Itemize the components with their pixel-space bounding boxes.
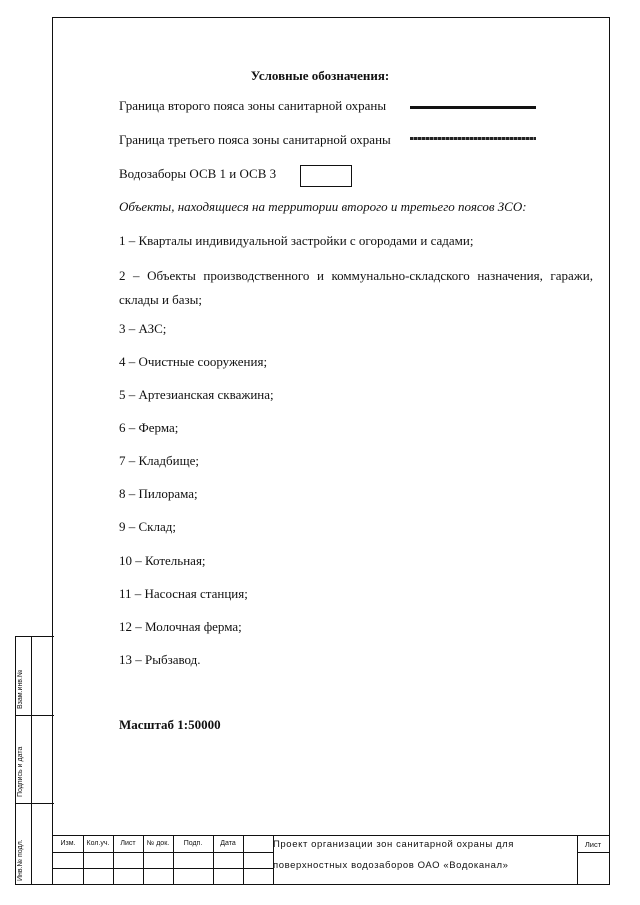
list-item: 5 – Артезианская скважина;	[119, 387, 274, 402]
title-block	[52, 835, 610, 885]
list-item: 2 – Объекты производственного и коммунально-складского назначения, гаражи, склады и базы;	[119, 268, 593, 307]
col-kol-uch: Кол.уч.	[86, 840, 110, 847]
col-doc-no: № док.	[146, 840, 170, 847]
scale-label: Масштаб 1:50000	[119, 717, 221, 732]
zone3-line-symbol	[410, 137, 536, 140]
list-item: 11 – Насосная станция;	[119, 586, 248, 601]
list-item: 1 – Кварталы индивидуальной застройки с огородами и садами;	[119, 233, 474, 248]
inv-orig-label: Инв.№ подл.	[17, 839, 24, 881]
inv-exchange-label: Взам.инв.№	[17, 669, 24, 709]
col-sign: Подп.	[183, 840, 203, 847]
list-item: 13 – Рыбзавод.	[119, 652, 201, 667]
sheet-label: Лист	[584, 840, 602, 849]
col-izm: Изм.	[60, 840, 76, 847]
legend-intakes-label: Водозаборы ОСВ 1 и ОСВ 3	[119, 166, 277, 181]
sign-date-label: Подпись и дата	[17, 746, 24, 797]
zone2-line-symbol	[410, 106, 536, 109]
intake-box-symbol	[300, 165, 352, 187]
list-item: 8 – Пилорама;	[119, 486, 198, 501]
list-item: 12 – Молочная ферма;	[119, 619, 242, 634]
document-title-line-1: Проект организации зон санитарной охраны для	[273, 839, 515, 850]
document-title-line-2: поверхностных водозаборов ОАО «Водоканал»	[273, 860, 509, 871]
list-item: 3 – АЗС;	[119, 321, 167, 336]
objects-heading: Объекты, находящиеся на территории второго и третьего поясов ЗСО:	[119, 199, 527, 214]
legend-heading: Условные обозначения:	[250, 68, 390, 83]
col-date: Дата	[220, 840, 236, 847]
legend-zone3-label: Граница третьего пояса зоны санитарной охраны	[119, 132, 391, 147]
list-item: 10 – Котельная;	[119, 553, 206, 568]
list-item: 9 – Склад;	[119, 519, 176, 534]
list-item: 7 – Кладбище;	[119, 453, 200, 468]
list-item: 4 – Очистные сооружения;	[119, 354, 268, 369]
col-list: Лист	[120, 840, 136, 847]
list-item: 6 – Ферма;	[119, 420, 179, 435]
legend-zone2-label: Граница второго пояса зоны санитарной охраны	[119, 98, 387, 113]
margin-stamp-strip	[15, 636, 54, 885]
